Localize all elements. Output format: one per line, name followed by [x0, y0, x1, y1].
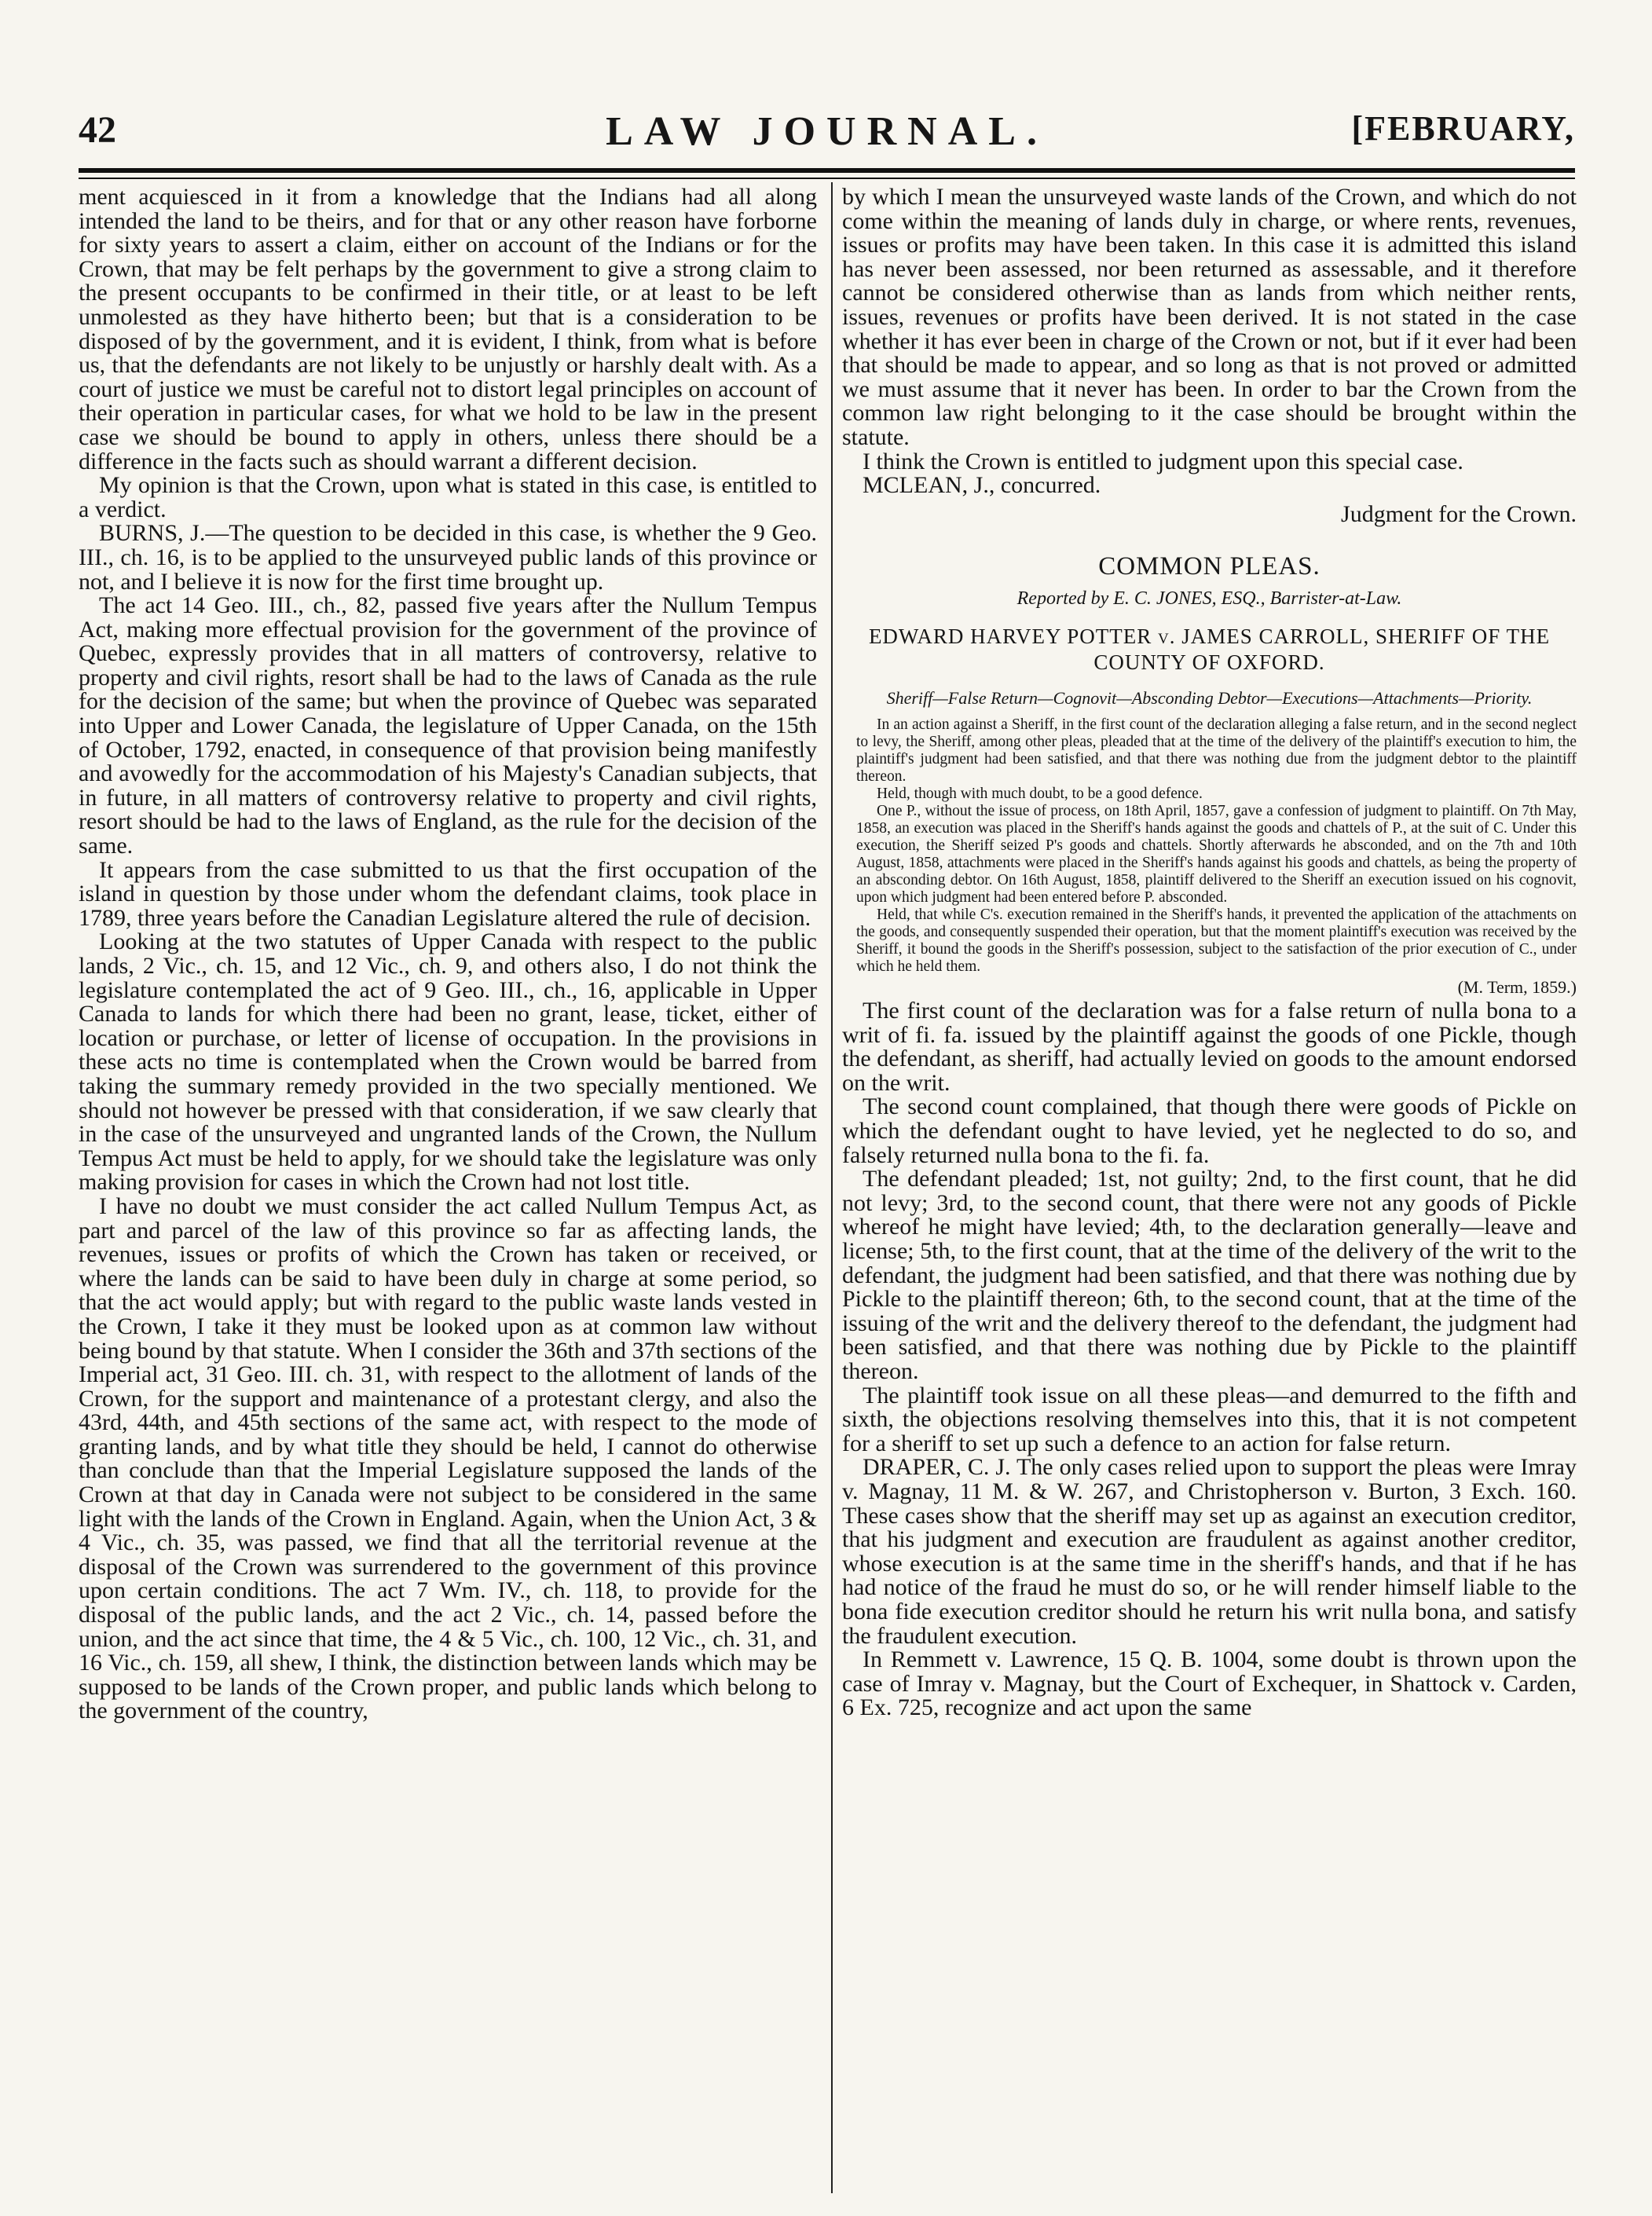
reporter-line: Reported by E. C. JONES, ESQ., Barrister-at-Law.	[1016, 588, 1402, 609]
paragraph: In Remmett v. Lawrence, 15 Q. B. 1004, some doubt is thrown upon the case of Imray v. Magnay, but the Court of Exchequer, in Shattock v. Carden, 6 Ex. 725, recognize and act upon the same	[842, 1646, 1577, 1721]
paragraph: ment acquiesced in it from a knowledge that the Indians had all along intended the land to be theirs, and for that or any other reason have forborne for sixty years to assert a claim, either on account of the Indians or for the Crown, that may be felt perhaps by the government to give a strong claim to the present occupants to be confirmed in their title, or at least to be left unmolested as they have hitherto been; but that is a consideration to be disposed of by the government, and it is evident, I think, from what is before us, that the defendants are not likely to be unjustly or harshly dealt with. As a court of justice we must be careful not to distort legal principles on account of their operation in particular cases, for what we hold to be law in the present case we should be bound to apply in others, unless there should be a difference in the facts such as should warrant a different decision.	[79, 184, 817, 474]
case-keywords: Sheriff—False Return—Cognovit—Absconding Debtor—Executions—Attachments—Priority.	[886, 687, 1533, 708]
header-rule-thin	[79, 178, 1575, 179]
headnote: In an action against a Sheriff, in the first count of the declaration alleging a false return, and in the second neglect to levy, the Sheriff, among other pleas, pleaded that at the time of the delivery of the plaintiff's execution to him, the plaintiff's judgment had been satisfied, and that there was nothing due from the judgment debtor to the plaintiff thereon.	[856, 716, 1577, 785]
column-divider	[831, 182, 833, 2193]
paragraph: The act 14 Geo. III., ch., 82, passed five years after the Nullum Tempus Act, making more effectual provision for the government of the province of Quebec, expressly provides that in all matters of controversy, relative to property and civil rights, resort shall be had to the laws of Canada as the rule for the decision of the same; but when the province of Quebec was separated into Upper and Lower Canada, the legislature of Upper Canada, on the 15th of October, 1792, enacted, in consequence of that provision being manifestly and avowedly for the accommodation of his Majesty's Canadian subjects, that in future, in all matters of controversy relative to property and civil rights, resort should be had to the laws of England, as the rule for the decision of the same.	[79, 592, 817, 859]
paragraph: by which I mean the unsurveyed waste lands of the Crown, and which do not come within the meaning of lands duly in charge, or where rents, revenues, issues or profits may have been taken. In this case it is admitted this island has never been assessed, nor been returned as assessable, and it therefore cannot be considered otherwise than as lands from which neither rents, issues, revenues or profits have been derived. It is not stated in the case whether it has ever been in charge of the Crown or not, but if it ever had been that should be made to appear, and so long as that is not proved or admitted we must assume that it never has been. In order to bar the Crown from the common law right belonging to it the case should be brought within the statute.	[842, 184, 1577, 450]
headnote: One P., without the issue of process, on 18th April, 1857, gave a confession of judgment to plaintiff. On 7th May, 1858, an execution was placed in the Sheriff's hands against the goods and chattels of P., at the suit of C. Under this execution, the Sheriff seized P's goods and chattels. Shortly afterwards he absconded, and on the 7th and 10th August, 1858, attachments were placed in the Sheriff's hands against his goods and chattels, as being the property of an absconding debtor. On 16th August, 1858, plaintiff delivered to the Sheriff an execution issued on his cognovit, upon which judgment had been entered before P. absconded.	[856, 802, 1577, 906]
page-number: 42	[79, 109, 116, 151]
paragraph: I think the Crown is entitled to judgment upon this special case.	[863, 448, 1463, 474]
paragraph: It appears from the case submitted to us that the first occupation of the island in question by those under whom the defendant claims, took place in 1789, three years before the Canadian Legislature altered the rule of decision.	[79, 856, 817, 931]
paragraph: DRAPER, C. J. The only cases relied upon to support the pleas were Imray v. Magnay, 11 M. & W. 267, and Christopherson v. Burton, 3 Exch. 160. These cases show that the sheriff may set up as against an execution creditor, that his judgment and execution are fraudulent as against another creditor, whose execution is at the same time in the sheriff's hands, and that if he has had notice of the fraud he must do so, or he will render himself liable to the bona fide execution creditor should he return his writ nulla bona, and satisfy the fraudulent execution.	[842, 1454, 1577, 1649]
paragraph: The plaintiff took issue on all these pleas—and demurred to the fifth and sixth, the objections resolving themselves into this, that it is not competent for a sheriff to set up such a defence to an action for false return.	[842, 1382, 1577, 1456]
paragraph: MCLEAN, J., concurred.	[863, 472, 1101, 499]
judgment-line: Judgment for the Crown.	[1341, 500, 1577, 527]
paragraph: My opinion is that the Crown, upon what is stated in this case, is entitled to a verdict.	[79, 472, 817, 522]
term-citation: (M. Term, 1859.)	[1457, 976, 1577, 997]
paragraph: The first count of the declaration was for a false return of nulla bona to a writ of fi. fa. issued by the plaintiff against the goods of one Pickle, though the defendant, as sheriff, had actually levied on goods to the amount endorsed on the writ.	[842, 998, 1577, 1096]
paragraph: Looking at the two statutes of Upper Canada with respect to the public lands, 2 Vic., ch. 15, and 12 Vic., ch. 9, and others also, I do not think the legislature contemplated the act of 9 Geo. III., ch., 16, applicable in Upper Canada to lands for which there had been no grant, lease, ticket, either of location or purchase, or letter of license of occupation. In the provisions in these acts no time is contemplated when the Crown would be barred from taking the summary remedy provided in the two specially mentioned. We should not however be pressed with that consideration, if we saw clearly that in the case of the unsurveyed and ungranted lands of the Crown, the Nullum Tempus Act must be held to apply, for we should take the legislature was only making provision for cases in which the Crown had not lost title.	[79, 929, 817, 1196]
left-column	[79, 185, 817, 1723]
paragraph: The defendant pleaded; 1st, not guilty; 2nd, to the first count, that he did not levy; 3rd, to the second count, that there were not any goods of Pickle whereof he might have levied; 4th, to the declaration generally—leave and license; 5th, to the first count, that at the time of the delivery of the writ to the defendant, the judgment had been satisfied, and that there was nothing due by Pickle to the plaintiff thereon; 6th, to the second count, that at the time of the issuing of the writ and the delivery thereof to the defendant, the judgment had been satisfied, and that there was nothing due by Pickle to the plaintiff thereon.	[842, 1166, 1577, 1384]
headnote: Held, though with much doubt, to be a good defence.	[877, 785, 1203, 802]
right-column	[842, 185, 1577, 1720]
page-header	[79, 108, 1575, 159]
case-title: EDWARD HARVEY POTTER v. JAMES CARROLL, SHERIFF OF THE COUNTY OF OXFORD.	[868, 624, 1551, 674]
paragraph: BURNS, J.—The question to be decided in this case, is whether the 9 Geo. III., ch. 16, is to be applied to the unsurveyed public lands of this province or not, and I believe it is now for the first time brought up.	[79, 520, 817, 595]
paragraph: I have no doubt we must consider the act called Nullum Tempus Act, as part and parcel of the law of this province so far as affecting lands, the revenues, issues or profits of which the Crown has taken or received, or where the lands can be said to have been duly in charge at some period, so that the act would apply; but with regard to the public waste lands vested in the Crown, I take it they must be looked upon as at common law without being bound by that statute. When I consider the 36th and 37th sections of the Imperial act, 31 Geo. III. ch. 31, with respect to the allotment of lands of the Crown, for the support and maintenance of a protestant clergy, and also the 43rd, 44th, and 45th sections of the same act, with respect to the mode of granting lands, and by what title they should be held, I cannot do otherwise than conclude than that the Imperial Legislature supposed the lands of the Crown at that day in Canada were not subject to be considered in the same light with the lands of the Crown in England. Again, when the Union Act, 3 & 4 Vic., ch. 35, was passed, we find that all the territorial revenue at the disposal of the Crown was surrendered to the government of this province upon certain conditions. The act 7 Wm. IV., ch. 118, to provide for the disposal of the public lands, and the act 2 Vic., ch. 14, passed before the union, and the act since that time, the 4 & 5 Vic., ch. 100, 12 Vic., ch. 31, and 16 Vic., ch. 159, all shew, I think, the distinction between lands which may be supposed to be lands of the Crown proper, and public lands which belong to the government of the country,	[79, 1192, 817, 1724]
paragraph: The second count complained, that though there were goods of Pickle on which the defendant ought to have levied, yet he neglected to do so, and falsely returned nulla bona to the fi. fa.	[842, 1093, 1577, 1168]
header-rule-thick	[79, 168, 1575, 173]
section-heading: COMMON PLEAS.	[1098, 552, 1321, 581]
journal-title: LAW JOURNAL.	[606, 109, 1048, 154]
headnote: Held, that while C's. execution remained in the Sheriff's hands, it prevented the application of the attachments on the goods, and consequently suspended their operation, but that the moment plaintiff's execution was received by the Sheriff, it bound the goods in the Sheriff's possession, subject to the satisfaction of the prior execution of C., under which he held them.	[856, 906, 1577, 975]
running-month: [FEBRUARY,	[1351, 109, 1575, 148]
